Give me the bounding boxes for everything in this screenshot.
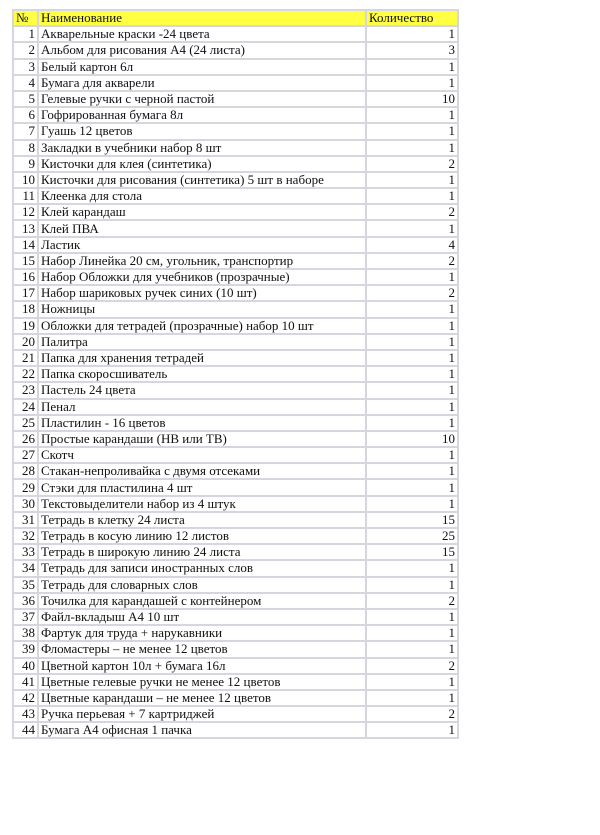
table-row [13, 91, 458, 107]
row-name: Бумага для акварели [38, 75, 366, 91]
row-number: 12 [13, 204, 38, 220]
row-quantity: 15 [366, 512, 458, 528]
row-name: Кисточки для рисования (синтетика) 5 шт в наборе [38, 172, 366, 188]
table-header-row [13, 10, 458, 26]
row-number: 31 [13, 512, 38, 528]
row-name: Бумага А4 офисная 1 пачка [38, 722, 366, 738]
row-number: 42 [13, 690, 38, 706]
table-row [13, 496, 458, 512]
row-quantity: 25 [366, 528, 458, 544]
row-quantity: 10 [366, 91, 458, 107]
row-name: Белый картон 6л [38, 59, 366, 75]
row-number: 28 [13, 463, 38, 479]
row-quantity: 1 [366, 577, 458, 593]
row-quantity: 1 [366, 463, 458, 479]
row-number: 22 [13, 366, 38, 382]
row-name: Фартук для труда + нарукавники [38, 625, 366, 641]
row-name: Файл-вкладыш А4 10 шт [38, 609, 366, 625]
row-quantity: 1 [366, 560, 458, 576]
row-name: Акварельные краски -24 цвета [38, 26, 366, 42]
row-quantity: 1 [366, 59, 458, 75]
row-quantity: 1 [366, 269, 458, 285]
supplies-table [12, 9, 459, 739]
row-name: Пенал [38, 399, 366, 415]
row-number: 37 [13, 609, 38, 625]
row-quantity: 2 [366, 253, 458, 269]
table-body [13, 26, 458, 738]
table-row [13, 431, 458, 447]
table-row [13, 334, 458, 350]
row-number: 3 [13, 59, 38, 75]
row-number: 36 [13, 593, 38, 609]
row-number: 41 [13, 674, 38, 690]
row-name: Ножницы [38, 301, 366, 317]
row-name: Тетрадь в широкую линию 24 листа [38, 544, 366, 560]
table-row [13, 26, 458, 42]
table-row [13, 690, 458, 706]
header-name: Наименование [38, 10, 366, 26]
table-row [13, 399, 458, 415]
table-row [13, 674, 458, 690]
table-row [13, 560, 458, 576]
table-row [13, 220, 458, 236]
row-name: Стакан-непроливайка с двумя отсеками [38, 463, 366, 479]
row-quantity: 1 [366, 172, 458, 188]
row-name: Гофрированная бумага 8л [38, 107, 366, 123]
row-number: 11 [13, 188, 38, 204]
row-name: Кисточки для клея (синтетика) [38, 156, 366, 172]
row-quantity: 1 [366, 26, 458, 42]
row-name: Цветные карандаши – не менее 12 цветов [38, 690, 366, 706]
row-quantity: 1 [366, 479, 458, 495]
table-row [13, 593, 458, 609]
table-row [13, 447, 458, 463]
row-number: 23 [13, 382, 38, 398]
row-number: 24 [13, 399, 38, 415]
row-quantity: 1 [366, 75, 458, 91]
header-quantity: Количество [366, 10, 458, 26]
table-row [13, 285, 458, 301]
row-number: 14 [13, 237, 38, 253]
row-quantity: 1 [366, 123, 458, 139]
row-number: 39 [13, 641, 38, 657]
row-quantity: 1 [366, 350, 458, 366]
table-row [13, 463, 458, 479]
row-quantity: 2 [366, 204, 458, 220]
table-row [13, 366, 458, 382]
row-quantity: 1 [366, 334, 458, 350]
row-quantity: 1 [366, 722, 458, 738]
header-number: № [13, 10, 38, 26]
table-row [13, 528, 458, 544]
row-quantity: 1 [366, 447, 458, 463]
table-row [13, 107, 458, 123]
row-number: 35 [13, 577, 38, 593]
row-name: Набор Линейка 20 см, угольник, транспортир [38, 253, 366, 269]
row-number: 33 [13, 544, 38, 560]
table-row [13, 479, 458, 495]
table-row [13, 609, 458, 625]
row-number: 17 [13, 285, 38, 301]
row-quantity: 1 [366, 188, 458, 204]
row-quantity: 10 [366, 431, 458, 447]
row-number: 2 [13, 42, 38, 58]
table-row [13, 237, 458, 253]
table-row [13, 172, 458, 188]
row-number: 4 [13, 75, 38, 91]
row-number: 5 [13, 91, 38, 107]
row-number: 44 [13, 722, 38, 738]
table-row [13, 188, 458, 204]
table-row [13, 123, 458, 139]
row-number: 6 [13, 107, 38, 123]
table-row [13, 625, 458, 641]
row-name: Простые карандаши (НВ или ТВ) [38, 431, 366, 447]
row-name: Клей ПВА [38, 220, 366, 236]
row-quantity: 2 [366, 285, 458, 301]
row-quantity: 1 [366, 641, 458, 657]
row-name: Ластик [38, 237, 366, 253]
row-quantity: 1 [366, 399, 458, 415]
table-row [13, 706, 458, 722]
table-row [13, 577, 458, 593]
row-quantity: 4 [366, 237, 458, 253]
row-number: 13 [13, 220, 38, 236]
table-row [13, 512, 458, 528]
row-name: Закладки в учебники набор 8 шт [38, 140, 366, 156]
row-name: Пастель 24 цвета [38, 382, 366, 398]
row-quantity: 15 [366, 544, 458, 560]
row-quantity: 1 [366, 690, 458, 706]
row-quantity: 2 [366, 156, 458, 172]
row-quantity: 1 [366, 625, 458, 641]
row-number: 27 [13, 447, 38, 463]
row-quantity: 2 [366, 593, 458, 609]
row-number: 15 [13, 253, 38, 269]
row-number: 29 [13, 479, 38, 495]
table-row [13, 641, 458, 657]
row-name: Тетрадь для словарных слов [38, 577, 366, 593]
row-name: Гелевые ручки с черной пастой [38, 91, 366, 107]
row-name: Ручка перьевая + 7 картриджей [38, 706, 366, 722]
row-name: Текстовыделители набор из 4 штук [38, 496, 366, 512]
row-quantity: 1 [366, 609, 458, 625]
row-quantity: 1 [366, 382, 458, 398]
row-name: Набор шариковых ручек синих (10 шт) [38, 285, 366, 301]
row-number: 10 [13, 172, 38, 188]
row-quantity: 3 [366, 42, 458, 58]
row-number: 26 [13, 431, 38, 447]
table-row [13, 382, 458, 398]
row-name: Тетрадь в клетку 24 листа [38, 512, 366, 528]
row-quantity: 1 [366, 107, 458, 123]
row-quantity: 1 [366, 366, 458, 382]
row-quantity: 1 [366, 415, 458, 431]
table-row [13, 318, 458, 334]
row-number: 16 [13, 269, 38, 285]
row-name: Цветные гелевые ручки не менее 12 цветов [38, 674, 366, 690]
row-number: 21 [13, 350, 38, 366]
table-row [13, 75, 458, 91]
table-row [13, 269, 458, 285]
row-name: Гуашь 12 цветов [38, 123, 366, 139]
table-row [13, 204, 458, 220]
row-number: 20 [13, 334, 38, 350]
table-row [13, 544, 458, 560]
row-number: 18 [13, 301, 38, 317]
table-row [13, 140, 458, 156]
row-quantity: 1 [366, 318, 458, 334]
table-row [13, 658, 458, 674]
row-number: 43 [13, 706, 38, 722]
row-name: Набор Обложки для учебников (прозрачные) [38, 269, 366, 285]
row-name: Папка скоросшиватель [38, 366, 366, 382]
row-number: 40 [13, 658, 38, 674]
row-quantity: 2 [366, 706, 458, 722]
row-number: 1 [13, 26, 38, 42]
row-number: 8 [13, 140, 38, 156]
row-number: 25 [13, 415, 38, 431]
row-name: Тетрадь для записи иностранных слов [38, 560, 366, 576]
table-row [13, 722, 458, 738]
row-name: Альбом для рисования А4 (24 листа) [38, 42, 366, 58]
row-number: 19 [13, 318, 38, 334]
row-name: Фломастеры – не менее 12 цветов [38, 641, 366, 657]
row-name: Скотч [38, 447, 366, 463]
row-name: Цветной картон 10л + бумага 16л [38, 658, 366, 674]
row-name: Клеенка для стола [38, 188, 366, 204]
table-row [13, 42, 458, 58]
row-quantity: 1 [366, 301, 458, 317]
row-name: Папка для хранения тетрадей [38, 350, 366, 366]
row-name: Тетрадь в косую линию 12 листов [38, 528, 366, 544]
row-name: Пластилин - 16 цветов [38, 415, 366, 431]
row-number: 30 [13, 496, 38, 512]
row-quantity: 1 [366, 140, 458, 156]
row-number: 9 [13, 156, 38, 172]
row-quantity: 1 [366, 220, 458, 236]
table-row [13, 253, 458, 269]
row-number: 38 [13, 625, 38, 641]
table-row [13, 156, 458, 172]
row-number: 34 [13, 560, 38, 576]
table-row [13, 350, 458, 366]
row-number: 32 [13, 528, 38, 544]
table-row [13, 301, 458, 317]
row-number: 7 [13, 123, 38, 139]
row-name: Клей карандаш [38, 204, 366, 220]
row-quantity: 1 [366, 674, 458, 690]
row-quantity: 1 [366, 496, 458, 512]
row-name: Палитра [38, 334, 366, 350]
row-name: Обложки для тетрадей (прозрачные) набор 10 шт [38, 318, 366, 334]
row-name: Точилка для карандашей с контейнером [38, 593, 366, 609]
table-row [13, 415, 458, 431]
table-row [13, 59, 458, 75]
row-quantity: 2 [366, 658, 458, 674]
row-name: Стэки для пластилина 4 шт [38, 479, 366, 495]
